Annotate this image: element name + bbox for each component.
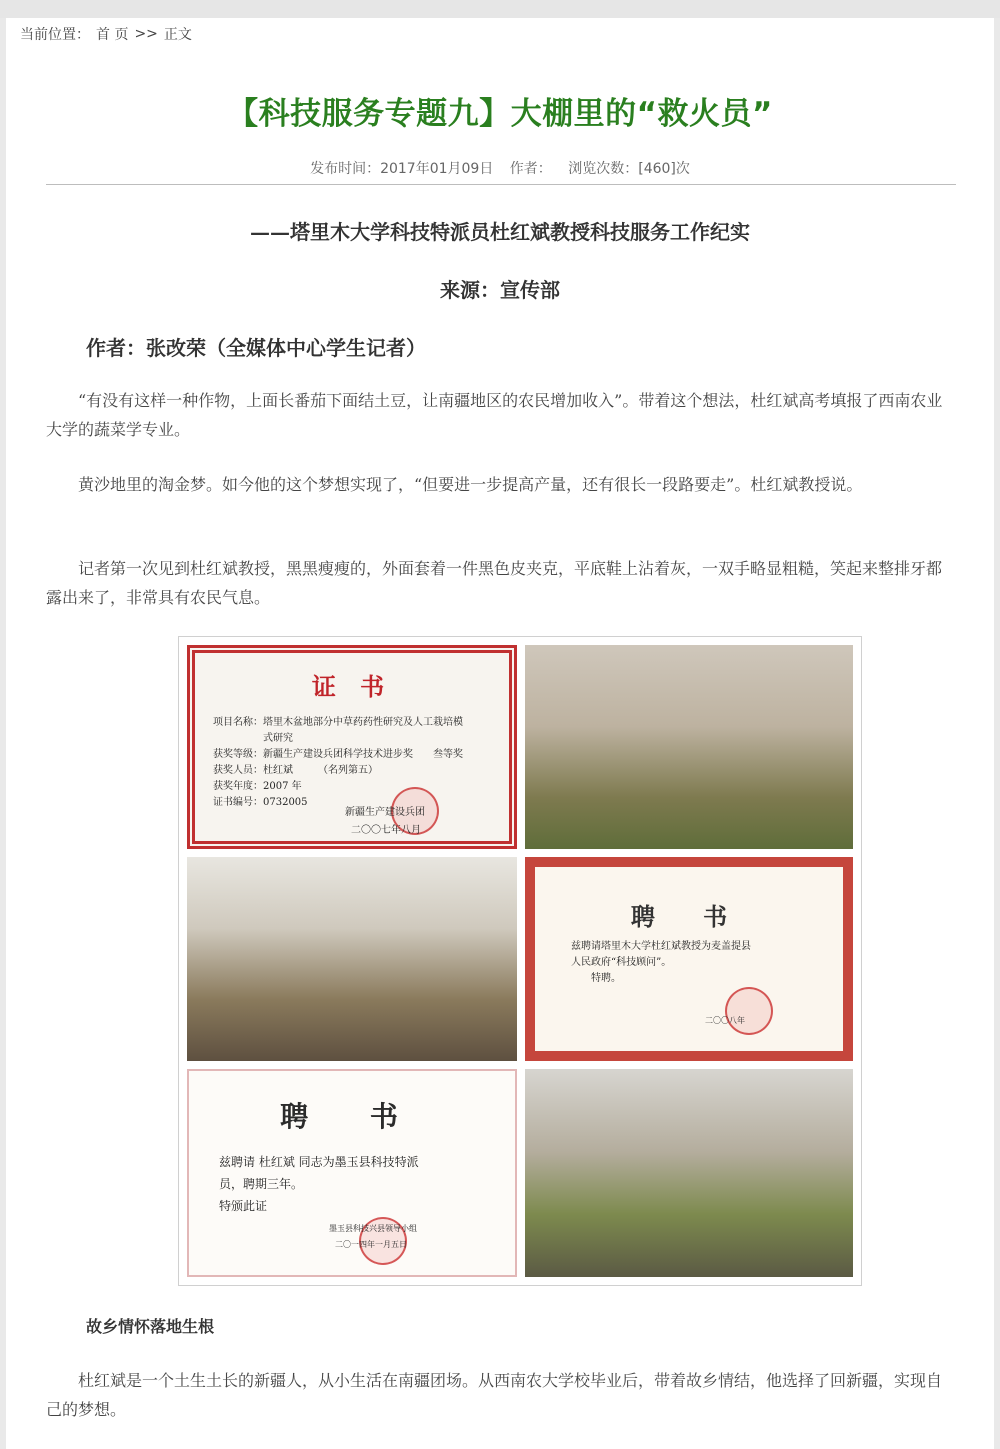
- certificate-line: 特聘。: [571, 973, 621, 984]
- certificate-date: 二〇一四年一月五日: [335, 1240, 407, 1249]
- certificate-line: 特颁此证: [219, 1199, 268, 1213]
- certificate-image: [525, 857, 853, 1061]
- paragraph: 黄沙地里的淘金梦。如今他的这个梦想实现了，“但要进一步提高产量，还有很长一段路要走”。杜红斌教授说。: [78, 475, 863, 494]
- breadcrumb-current: 正文: [163, 27, 192, 43]
- article-meta: [6, 158, 994, 178]
- harvest-photo: [525, 1069, 853, 1277]
- certificate-line: 获奖等级：新疆生产建设兵团科学技术进步奖 叁等奖: [213, 749, 463, 760]
- photo-collage: [178, 636, 862, 1286]
- certificate-title: 证 书: [311, 672, 393, 701]
- certificate-title: 聘 书: [280, 1100, 424, 1133]
- certificate-line: 员，聘期三年。: [219, 1177, 304, 1191]
- certificate-date: 二〇〇七年八月: [351, 825, 421, 836]
- certificate-text: [219, 1151, 419, 1217]
- certificate-line: 式研究: [213, 733, 293, 744]
- paragraph: “有没有这样一种作物，上面长番茄下面结土豆，让南疆地区的农民增加收入”。带着这个想法，杜红斌高考填报了西南农业大学的蔬菜学专业。: [46, 391, 943, 439]
- meta-author-label: 作者：: [509, 161, 552, 177]
- view-count: 浏览次数：[460]次: [568, 161, 690, 177]
- certificate-image: [187, 645, 517, 849]
- field-visit-photo: [525, 645, 853, 849]
- breadcrumb-home-link[interactable]: 首 页: [96, 27, 129, 43]
- article-title: 【科技服务专题九】大棚里的“救火员”: [227, 96, 773, 132]
- certificate-line: 获奖人员：杜红斌 （名列第五）: [213, 765, 378, 776]
- certificate-issuer: 墨玉县科技兴县领导小组: [329, 1224, 417, 1233]
- certificate-line: 证书编号：0732005: [213, 797, 308, 808]
- title-divider: [46, 184, 956, 185]
- greenhouse-photo: [187, 857, 517, 1061]
- certificate-date: 二〇〇八年: [705, 1016, 745, 1025]
- article-page: [6, 18, 994, 1449]
- certificate-image: [187, 1069, 517, 1277]
- breadcrumb-label: 当前位置：: [20, 27, 90, 43]
- article-source: 来源：宣传部: [440, 278, 560, 302]
- certificate-issuer: 新疆生产建设兵团: [345, 807, 425, 818]
- article-author: 作者：张改荣（全媒体中心学生记者）: [86, 336, 426, 360]
- certificate-line: 人民政府“科技顾问”。: [571, 957, 672, 968]
- paragraph: 杜红斌是一个土生土长的新疆人，从小生活在南疆团场。从西南农大学校毕业后，带着故乡情结，他选择了回新疆，实现自己的梦想。: [46, 1371, 943, 1419]
- publish-time: 发布时间：2017年01月09日: [310, 161, 494, 177]
- paragraph: 记者第一次见到杜红斌教授，黑黑瘦瘦的，外面套着一件黑色皮夹克，平底鞋上沾着灰，一双手略显粗糙，笑起来整排牙都露出来了，非常具有农民气息。: [46, 559, 943, 607]
- certificate-line: 获奖年度：2007 年: [213, 781, 302, 792]
- article-subtitle: ——塔里木大学科技特派员杜红斌教授科技服务工作纪实: [250, 220, 750, 244]
- certificate-line: 兹聘请 杜红斌 同志为墨玉县科技特派: [219, 1155, 419, 1169]
- breadcrumb-separator: >>: [134, 26, 158, 42]
- breadcrumb: [20, 24, 192, 44]
- certificate-line: 兹聘请塔里木大学杜红斌教授为麦盖提县: [571, 941, 751, 952]
- certificate-line: 项目名称：塔里木盆地部分中草药药性研究及人工栽培模: [213, 717, 463, 728]
- certificate-text: [571, 939, 751, 987]
- top-bar: [0, 0, 1000, 18]
- certificate-title: 聘 书: [630, 902, 748, 931]
- section-heading: 故乡情怀落地生根: [86, 1317, 215, 1336]
